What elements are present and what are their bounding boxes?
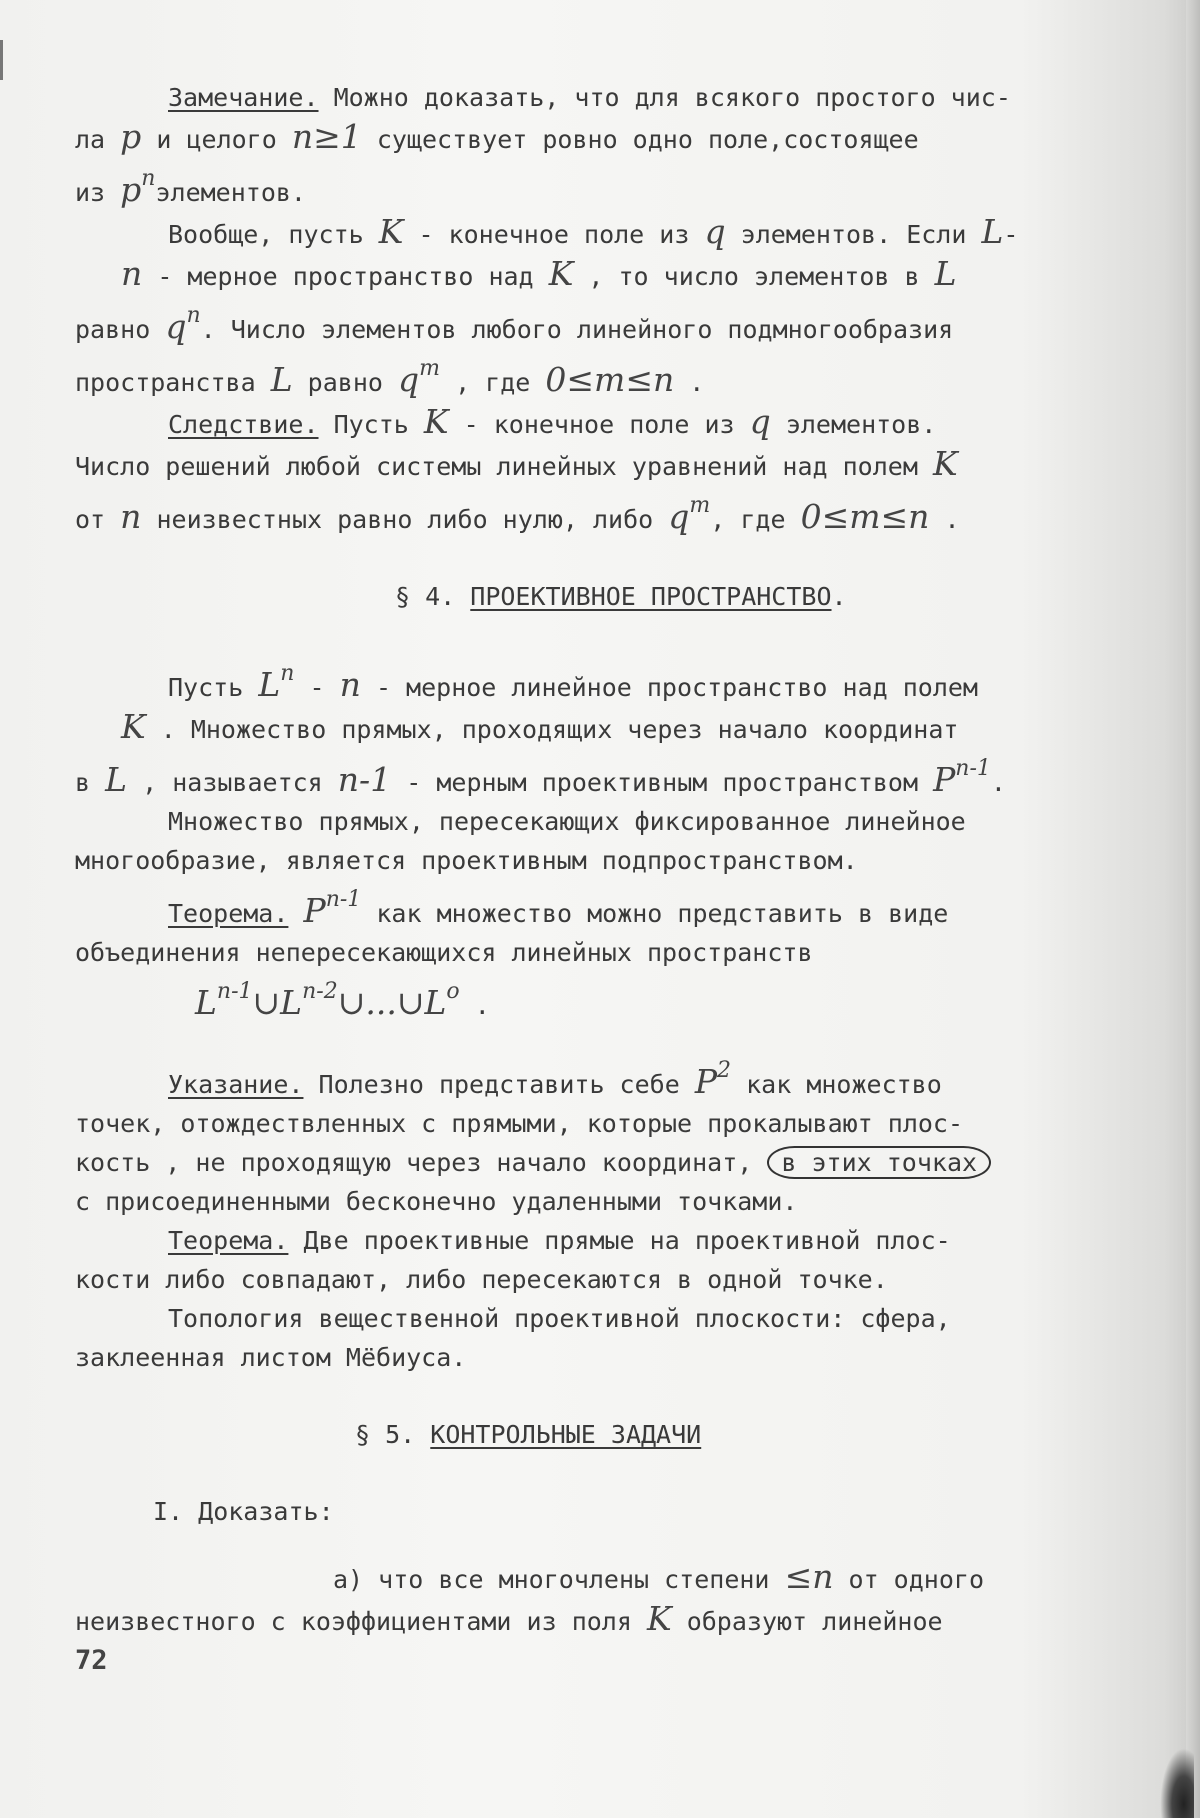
theorem1-union-formula: Ln-1∪Ln-2∪...∪Lo .	[195, 979, 490, 1022]
general-line-1: Вообще, пусть K - конечное поле из q элементов. Если L-	[168, 212, 1019, 251]
corollary-line-3: от n неизвестных равно либо нулю, либо qm, где 0≤m≤n .	[75, 493, 960, 536]
sec4-line-5: многообразие, является проективным подпространством.	[75, 846, 858, 875]
page-number: 72	[75, 1645, 108, 1676]
hint-line-3: кость , не проходящую через начало координат, в этих точках	[75, 1143, 1115, 1182]
hint-line-2: точек, отождествленных с прямыми, которые прокалывают плос-	[75, 1109, 964, 1138]
section-4-title: ПРОЕКТИВНОЕ ПРОСТРАНСТВО	[470, 582, 832, 611]
math-n-ge-1: n≥1	[291, 117, 362, 156]
corollary-line-2: Число решений любой системы линейных уравнений над полем K	[75, 444, 958, 483]
corollary-line-1: Следствие. Пусть K - конечное поле из q элементов.	[168, 402, 937, 441]
page-edge-shadow	[1186, 0, 1200, 1818]
remark-line-1: Замечание. Можно доказать, что для всякого простого чис-	[168, 83, 1011, 112]
general-line-3: равно qn. Число элементов любого линейного подмногообразия	[75, 303, 954, 346]
theorem1-line-2: объединения непересекающихся линейных пространств	[75, 938, 813, 967]
corollary-label: Следствие.	[168, 410, 319, 439]
sec4-line-1: Пусть Ln - n - мерное линейное пространство над полем	[168, 661, 978, 704]
theorem1-label: Теорема.	[168, 899, 289, 928]
binding-mark	[0, 40, 3, 80]
remark-line-2: ла p и целого n≥1 существует ровно одно поле,состоящее	[75, 117, 919, 156]
sec4-line-2: K . Множество прямых, проходящих через начало координат	[121, 707, 959, 746]
section-5-heading: § 5. КОНТРОЛЬНЫЕ ЗАДАЧИ	[355, 1420, 702, 1449]
hint-line-1: Указание. Полезно представить себе P2 как множество	[168, 1058, 942, 1101]
sec4-line-3: в L , называется n-1 - мерным проективным пространством Pn-1.	[75, 756, 1006, 799]
hint-label: Указание.	[168, 1070, 304, 1099]
hint-line-4: с присоединенными бесконечно удаленными точками.	[75, 1187, 798, 1216]
topology-line-2: заклеенная листом Мёбиуса.	[75, 1343, 467, 1372]
section-4-heading: § 4. ПРОЕКТИВНОЕ ПРОСТРАНСТВО.	[395, 582, 847, 611]
theorem2-label: Теорема.	[168, 1226, 289, 1255]
theorem1-line-1: Теорема. Pn-1 как множество можно представить в виде	[168, 887, 949, 930]
math-p-pow-n: p	[120, 170, 142, 209]
task1-line-1: I. Доказать:	[153, 1497, 334, 1526]
math-p: p	[120, 117, 142, 156]
remark-label: Замечание.	[168, 83, 319, 112]
topology-line-1: Топология вещественной проективной плоскости: сфера,	[168, 1304, 951, 1333]
general-line-4: пространства L равно qm , где 0≤m≤n .	[75, 356, 705, 399]
theorem2-line-2: кости либо совпадают, либо пересекаются в одной точке.	[75, 1265, 888, 1294]
section-5-title: КОНТРОЛЬНЫЕ ЗАДАЧИ	[430, 1420, 702, 1449]
corner-smudge	[1160, 1748, 1194, 1818]
task1-line-3: неизвестного с коэффициентами из поля K образуют линейное	[75, 1599, 943, 1638]
document-body	[75, 78, 1115, 1680]
remark-line-3: из pnэлементов.	[75, 166, 306, 209]
task1-line-2: а) что все многочлены степени ≤n от одного	[333, 1557, 984, 1596]
theorem2-line-1: Теорема. Две проективные прямые на проективной плос-	[168, 1226, 951, 1255]
circled-annotation: в этих точках	[767, 1146, 991, 1179]
general-line-2: n - мерное пространство над K , то число элементов в L	[121, 254, 957, 293]
sec4-line-4: Множество прямых, пересекающих фиксированное линейное	[168, 807, 966, 836]
